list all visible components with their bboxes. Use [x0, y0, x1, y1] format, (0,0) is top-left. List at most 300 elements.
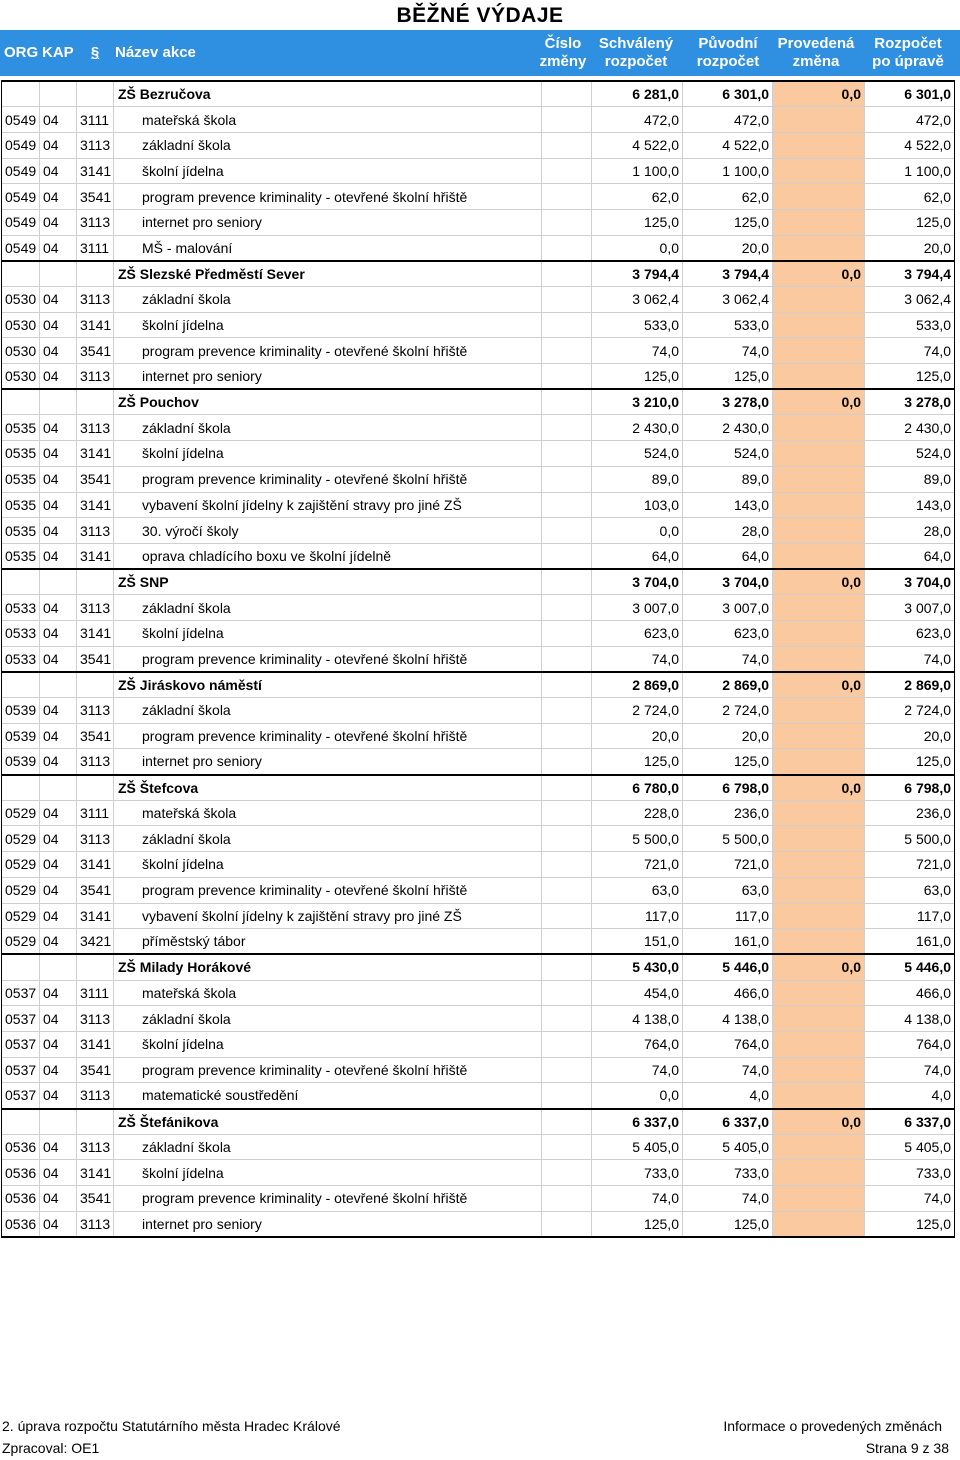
schvaleny-cell: 74,0	[592, 646, 683, 672]
schvaleny-cell: 125,0	[592, 1211, 683, 1237]
org-cell: 0537	[2, 1006, 40, 1032]
schvaleny-cell: 74,0	[592, 1186, 683, 1212]
subtotal-row	[2, 261, 955, 287]
kap-cell: 04	[40, 441, 77, 467]
puvodni-cell: 74,0	[683, 646, 773, 672]
footer-document-title: 2. úprava rozpočtu Statutárního města Hradec Králové	[2, 1418, 341, 1434]
zmena-cell	[773, 158, 865, 184]
zmena-cell	[773, 441, 865, 467]
table-row	[2, 466, 955, 492]
po-uprave-cell: 117,0	[865, 903, 955, 929]
kap-cell: 04	[40, 1083, 77, 1109]
schvaleny-cell: 5 500,0	[592, 826, 683, 852]
cislo-zmeny-cell	[542, 338, 592, 364]
cislo-zmeny-cell	[542, 1031, 592, 1057]
schvaleny-cell: 125,0	[592, 749, 683, 775]
name-cell: program prevence kriminality - otevřené školní hřiště	[114, 338, 542, 364]
cislo-zmeny-cell	[542, 749, 592, 775]
paragraph-cell: 3141	[77, 620, 114, 646]
name-cell: ZŠ Štefcova	[114, 775, 542, 801]
puvodni-cell: 3 062,4	[683, 287, 773, 313]
po-uprave-cell: 125,0	[865, 749, 955, 775]
kap-cell	[40, 261, 77, 287]
paragraph-cell	[77, 954, 114, 980]
puvodni-cell: 89,0	[683, 466, 773, 492]
zmena-cell	[773, 826, 865, 852]
table-row	[2, 287, 955, 313]
schvaleny-cell: 3 062,4	[592, 287, 683, 313]
po-uprave-cell: 4,0	[865, 1083, 955, 1109]
table-row	[2, 1186, 955, 1212]
kap-cell: 04	[40, 338, 77, 364]
puvodni-cell: 125,0	[683, 364, 773, 390]
cislo-zmeny-cell	[542, 620, 592, 646]
po-uprave-cell: 125,0	[865, 1211, 955, 1237]
org-cell: 0536	[2, 1134, 40, 1160]
schvaleny-cell: 63,0	[592, 877, 683, 903]
kap-cell: 04	[40, 980, 77, 1006]
table-row	[2, 723, 955, 749]
schvaleny-cell: 721,0	[592, 852, 683, 878]
cislo-zmeny-cell	[542, 698, 592, 724]
kap-cell: 04	[40, 929, 77, 955]
org-cell: 0535	[2, 466, 40, 492]
cislo-zmeny-cell	[542, 929, 592, 955]
po-uprave-cell: 4 138,0	[865, 1006, 955, 1032]
kap-cell: 04	[40, 826, 77, 852]
table-row	[2, 441, 955, 467]
cislo-zmeny-cell	[542, 723, 592, 749]
name-cell: základní škola	[114, 595, 542, 621]
puvodni-cell: 3 007,0	[683, 595, 773, 621]
schvaleny-cell: 2 724,0	[592, 698, 683, 724]
zmena-cell: 0,0	[773, 81, 865, 107]
table-row	[2, 1160, 955, 1186]
po-uprave-cell: 623,0	[865, 620, 955, 646]
name-cell: základní škola	[114, 287, 542, 313]
kap-cell: 04	[40, 1006, 77, 1032]
puvodni-cell: 764,0	[683, 1031, 773, 1057]
table-row	[2, 543, 955, 569]
table-row	[2, 1006, 955, 1032]
table-row	[2, 415, 955, 441]
paragraph-cell: 3113	[77, 1211, 114, 1237]
kap-cell: 04	[40, 698, 77, 724]
po-uprave-cell: 2 869,0	[865, 672, 955, 698]
org-cell: 0529	[2, 800, 40, 826]
cislo-zmeny-cell	[542, 595, 592, 621]
kap-cell: 04	[40, 466, 77, 492]
cislo-zmeny-cell	[542, 1083, 592, 1109]
table-row	[2, 800, 955, 826]
paragraph-cell: 3541	[77, 184, 114, 210]
subtotal-row	[2, 1109, 955, 1135]
schvaleny-cell: 6 281,0	[592, 81, 683, 107]
org-cell: 0535	[2, 441, 40, 467]
cislo-zmeny-cell	[542, 235, 592, 261]
cislo-zmeny-cell	[542, 1006, 592, 1032]
kap-cell	[40, 672, 77, 698]
puvodni-cell: 125,0	[683, 749, 773, 775]
paragraph-cell: 3141	[77, 158, 114, 184]
puvodni-cell: 3 278,0	[683, 389, 773, 415]
paragraph-cell: 3113	[77, 209, 114, 235]
schvaleny-cell: 454,0	[592, 980, 683, 1006]
table-row	[2, 158, 955, 184]
org-cell: 0533	[2, 620, 40, 646]
puvodni-cell: 125,0	[683, 1211, 773, 1237]
paragraph-cell: 3141	[77, 312, 114, 338]
name-cell: MŠ - malování	[114, 235, 542, 261]
schvaleny-cell: 524,0	[592, 441, 683, 467]
table-row	[2, 1083, 955, 1109]
org-cell: 0537	[2, 1083, 40, 1109]
name-cell: ZŠ Milady Horákové	[114, 954, 542, 980]
name-cell: školní jídelna	[114, 1160, 542, 1186]
name-cell: základní škola	[114, 1134, 542, 1160]
kap-cell: 04	[40, 1211, 77, 1237]
po-uprave-cell: 3 794,4	[865, 261, 955, 287]
name-cell: ZŠ Bezručova	[114, 81, 542, 107]
org-cell	[2, 569, 40, 595]
zmena-cell	[773, 646, 865, 672]
po-uprave-cell: 143,0	[865, 492, 955, 518]
puvodni-cell: 1 100,0	[683, 158, 773, 184]
table-row	[2, 132, 955, 158]
name-cell: ZŠ Slezské Předměstí Sever	[114, 261, 542, 287]
org-cell: 0549	[2, 158, 40, 184]
po-uprave-cell: 1 100,0	[865, 158, 955, 184]
schvaleny-cell: 4 138,0	[592, 1006, 683, 1032]
header-kap: KAP	[42, 44, 74, 61]
paragraph-cell	[77, 1109, 114, 1135]
puvodni-cell: 62,0	[683, 184, 773, 210]
cislo-zmeny-cell	[542, 672, 592, 698]
zmena-cell	[773, 1006, 865, 1032]
cislo-zmeny-cell	[542, 1160, 592, 1186]
schvaleny-cell: 2 430,0	[592, 415, 683, 441]
po-uprave-cell: 524,0	[865, 441, 955, 467]
schvaleny-cell: 3 794,4	[592, 261, 683, 287]
puvodni-cell: 20,0	[683, 235, 773, 261]
cislo-zmeny-cell	[542, 1057, 592, 1083]
table-row	[2, 312, 955, 338]
cislo-zmeny-cell	[542, 287, 592, 313]
paragraph-cell: 3421	[77, 929, 114, 955]
puvodni-cell: 236,0	[683, 800, 773, 826]
schvaleny-cell: 228,0	[592, 800, 683, 826]
org-cell	[2, 1109, 40, 1135]
zmena-cell	[773, 749, 865, 775]
paragraph-cell: 3541	[77, 723, 114, 749]
puvodni-cell: 161,0	[683, 929, 773, 955]
puvodni-cell: 5 405,0	[683, 1134, 773, 1160]
paragraph-cell: 3541	[77, 1186, 114, 1212]
schvaleny-cell: 20,0	[592, 723, 683, 749]
po-uprave-cell: 161,0	[865, 929, 955, 955]
org-cell	[2, 81, 40, 107]
paragraph-cell: 3141	[77, 1160, 114, 1186]
org-cell: 0533	[2, 646, 40, 672]
org-cell	[2, 261, 40, 287]
table-row	[2, 620, 955, 646]
cislo-zmeny-cell	[542, 852, 592, 878]
org-cell: 0530	[2, 287, 40, 313]
name-cell: školní jídelna	[114, 158, 542, 184]
cislo-zmeny-cell	[542, 158, 592, 184]
header-org: ORG	[4, 44, 39, 61]
schvaleny-cell: 3 007,0	[592, 595, 683, 621]
paragraph-cell: 3113	[77, 698, 114, 724]
table-row	[2, 877, 955, 903]
po-uprave-cell: 733,0	[865, 1160, 955, 1186]
name-cell: základní škola	[114, 826, 542, 852]
paragraph-cell: 3113	[77, 1006, 114, 1032]
page-title: BĚŽNÉ VÝDAJE	[396, 4, 564, 27]
table-row	[2, 646, 955, 672]
paragraph-cell: 3113	[77, 595, 114, 621]
kap-cell	[40, 1109, 77, 1135]
org-cell: 0536	[2, 1186, 40, 1212]
cislo-zmeny-cell	[542, 646, 592, 672]
zmena-cell: 0,0	[773, 775, 865, 801]
schvaleny-cell: 74,0	[592, 1057, 683, 1083]
kap-cell: 04	[40, 1134, 77, 1160]
name-cell: program prevence kriminality - otevřené školní hřiště	[114, 184, 542, 210]
zmena-cell	[773, 1186, 865, 1212]
kap-cell: 04	[40, 620, 77, 646]
paragraph-cell	[77, 261, 114, 287]
paragraph-cell: 3113	[77, 518, 114, 544]
cislo-zmeny-cell	[542, 877, 592, 903]
zmena-cell: 0,0	[773, 389, 865, 415]
org-cell: 0539	[2, 698, 40, 724]
puvodni-cell: 20,0	[683, 723, 773, 749]
cislo-zmeny-cell	[542, 800, 592, 826]
cislo-zmeny-cell	[542, 389, 592, 415]
po-uprave-cell: 5 405,0	[865, 1134, 955, 1160]
kap-cell: 04	[40, 492, 77, 518]
table-header	[0, 30, 960, 76]
puvodni-cell: 733,0	[683, 1160, 773, 1186]
po-uprave-cell: 89,0	[865, 466, 955, 492]
cislo-zmeny-cell	[542, 261, 592, 287]
name-cell: základní škola	[114, 415, 542, 441]
paragraph-cell: 3113	[77, 1083, 114, 1109]
header-schvaleny: Schválený rozpočet	[598, 35, 674, 70]
org-cell: 0549	[2, 132, 40, 158]
schvaleny-cell: 472,0	[592, 107, 683, 133]
cislo-zmeny-cell	[542, 1211, 592, 1237]
org-cell: 0539	[2, 723, 40, 749]
org-cell: 0549	[2, 184, 40, 210]
paragraph-cell: 3113	[77, 1134, 114, 1160]
po-uprave-cell: 2 430,0	[865, 415, 955, 441]
po-uprave-cell: 5 446,0	[865, 954, 955, 980]
zmena-cell	[773, 595, 865, 621]
name-cell: základní škola	[114, 1006, 542, 1032]
kap-cell: 04	[40, 543, 77, 569]
paragraph-cell: 3541	[77, 877, 114, 903]
zmena-cell	[773, 107, 865, 133]
footer-section: Informace o provedených změnách	[723, 1418, 942, 1434]
name-cell: školní jídelna	[114, 441, 542, 467]
po-uprave-cell: 764,0	[865, 1031, 955, 1057]
cislo-zmeny-cell	[542, 775, 592, 801]
puvodni-cell: 466,0	[683, 980, 773, 1006]
paragraph-cell: 3141	[77, 492, 114, 518]
zmena-cell: 0,0	[773, 569, 865, 595]
paragraph-cell: 3113	[77, 826, 114, 852]
schvaleny-cell: 74,0	[592, 338, 683, 364]
puvodni-cell: 2 869,0	[683, 672, 773, 698]
org-cell: 0529	[2, 852, 40, 878]
cislo-zmeny-cell	[542, 209, 592, 235]
kap-cell: 04	[40, 518, 77, 544]
po-uprave-cell: 28,0	[865, 518, 955, 544]
po-uprave-cell: 74,0	[865, 1057, 955, 1083]
po-uprave-cell: 6 337,0	[865, 1109, 955, 1135]
kap-cell: 04	[40, 184, 77, 210]
org-cell: 0537	[2, 980, 40, 1006]
zmena-cell	[773, 980, 865, 1006]
name-cell: internet pro seniory	[114, 749, 542, 775]
table-row	[2, 595, 955, 621]
kap-cell: 04	[40, 209, 77, 235]
zmena-cell	[773, 287, 865, 313]
paragraph-cell: 3113	[77, 132, 114, 158]
table-row	[2, 852, 955, 878]
zmena-cell	[773, 929, 865, 955]
paragraph-cell: 3113	[77, 415, 114, 441]
zmena-cell	[773, 338, 865, 364]
paragraph-cell: 3141	[77, 903, 114, 929]
po-uprave-cell: 721,0	[865, 852, 955, 878]
puvodni-cell: 28,0	[683, 518, 773, 544]
schvaleny-cell: 6 337,0	[592, 1109, 683, 1135]
po-uprave-cell: 3 007,0	[865, 595, 955, 621]
table-row	[2, 235, 955, 261]
name-cell: základní škola	[114, 132, 542, 158]
paragraph-cell: 3113	[77, 287, 114, 313]
org-cell: 0529	[2, 903, 40, 929]
table-row	[2, 209, 955, 235]
subtotal-row	[2, 775, 955, 801]
puvodni-cell: 74,0	[683, 1186, 773, 1212]
po-uprave-cell: 63,0	[865, 877, 955, 903]
paragraph-cell: 3111	[77, 107, 114, 133]
puvodni-cell: 74,0	[683, 1057, 773, 1083]
zmena-cell	[773, 1057, 865, 1083]
kap-cell: 04	[40, 723, 77, 749]
schvaleny-cell: 125,0	[592, 209, 683, 235]
paragraph-cell: 3541	[77, 466, 114, 492]
puvodni-cell: 143,0	[683, 492, 773, 518]
puvodni-cell: 6 337,0	[683, 1109, 773, 1135]
paragraph-cell	[77, 81, 114, 107]
cislo-zmeny-cell	[542, 81, 592, 107]
po-uprave-cell: 533,0	[865, 312, 955, 338]
puvodni-cell: 623,0	[683, 620, 773, 646]
name-cell: mateřská škola	[114, 107, 542, 133]
name-cell: ZŠ SNP	[114, 569, 542, 595]
org-cell: 0530	[2, 312, 40, 338]
po-uprave-cell: 125,0	[865, 364, 955, 390]
paragraph-cell	[77, 389, 114, 415]
org-cell	[2, 775, 40, 801]
zmena-cell	[773, 620, 865, 646]
org-cell: 0549	[2, 107, 40, 133]
zmena-cell	[773, 800, 865, 826]
puvodni-cell: 472,0	[683, 107, 773, 133]
schvaleny-cell: 0,0	[592, 1083, 683, 1109]
cislo-zmeny-cell	[542, 518, 592, 544]
kap-cell: 04	[40, 877, 77, 903]
zmena-cell	[773, 1031, 865, 1057]
cislo-zmeny-cell	[542, 492, 592, 518]
cislo-zmeny-cell	[542, 954, 592, 980]
table-row	[2, 492, 955, 518]
name-cell: program prevence kriminality - otevřené školní hřiště	[114, 877, 542, 903]
puvodni-cell: 533,0	[683, 312, 773, 338]
cislo-zmeny-cell	[542, 441, 592, 467]
cislo-zmeny-cell	[542, 364, 592, 390]
header-name: Název akce	[115, 44, 196, 61]
name-cell: vybavení školní jídelny k zajištění stravy pro jiné ZŠ	[114, 903, 542, 929]
table-row	[2, 1211, 955, 1237]
footer-page-number: Strana 9 z 38	[865, 1440, 949, 1456]
cislo-zmeny-cell	[542, 826, 592, 852]
header-rozpocet-po-uprave: Rozpočet po úpravě	[872, 35, 944, 70]
name-cell: školní jídelna	[114, 620, 542, 646]
org-cell: 0535	[2, 415, 40, 441]
zmena-cell	[773, 209, 865, 235]
zmena-cell	[773, 518, 865, 544]
zmena-cell	[773, 903, 865, 929]
paragraph-cell: 3541	[77, 646, 114, 672]
zmena-cell	[773, 1160, 865, 1186]
zmena-cell: 0,0	[773, 1109, 865, 1135]
zmena-cell	[773, 698, 865, 724]
schvaleny-cell: 89,0	[592, 466, 683, 492]
po-uprave-cell: 20,0	[865, 235, 955, 261]
org-cell: 0529	[2, 826, 40, 852]
org-cell	[2, 389, 40, 415]
org-cell: 0535	[2, 518, 40, 544]
kap-cell: 04	[40, 1160, 77, 1186]
schvaleny-cell: 117,0	[592, 903, 683, 929]
po-uprave-cell: 64,0	[865, 543, 955, 569]
name-cell: základní škola	[114, 698, 542, 724]
table-row	[2, 1134, 955, 1160]
kap-cell: 04	[40, 646, 77, 672]
kap-cell: 04	[40, 235, 77, 261]
name-cell: školní jídelna	[114, 1031, 542, 1057]
table-row	[2, 903, 955, 929]
name-cell: internet pro seniory	[114, 209, 542, 235]
kap-cell	[40, 775, 77, 801]
schvaleny-cell: 62,0	[592, 184, 683, 210]
subtotal-row	[2, 954, 955, 980]
puvodni-cell: 74,0	[683, 338, 773, 364]
org-cell: 0537	[2, 1057, 40, 1083]
paragraph-cell: 3541	[77, 1057, 114, 1083]
paragraph-cell: 3113	[77, 749, 114, 775]
paragraph-cell: 3141	[77, 1031, 114, 1057]
schvaleny-cell: 623,0	[592, 620, 683, 646]
po-uprave-cell: 4 522,0	[865, 132, 955, 158]
po-uprave-cell: 20,0	[865, 723, 955, 749]
